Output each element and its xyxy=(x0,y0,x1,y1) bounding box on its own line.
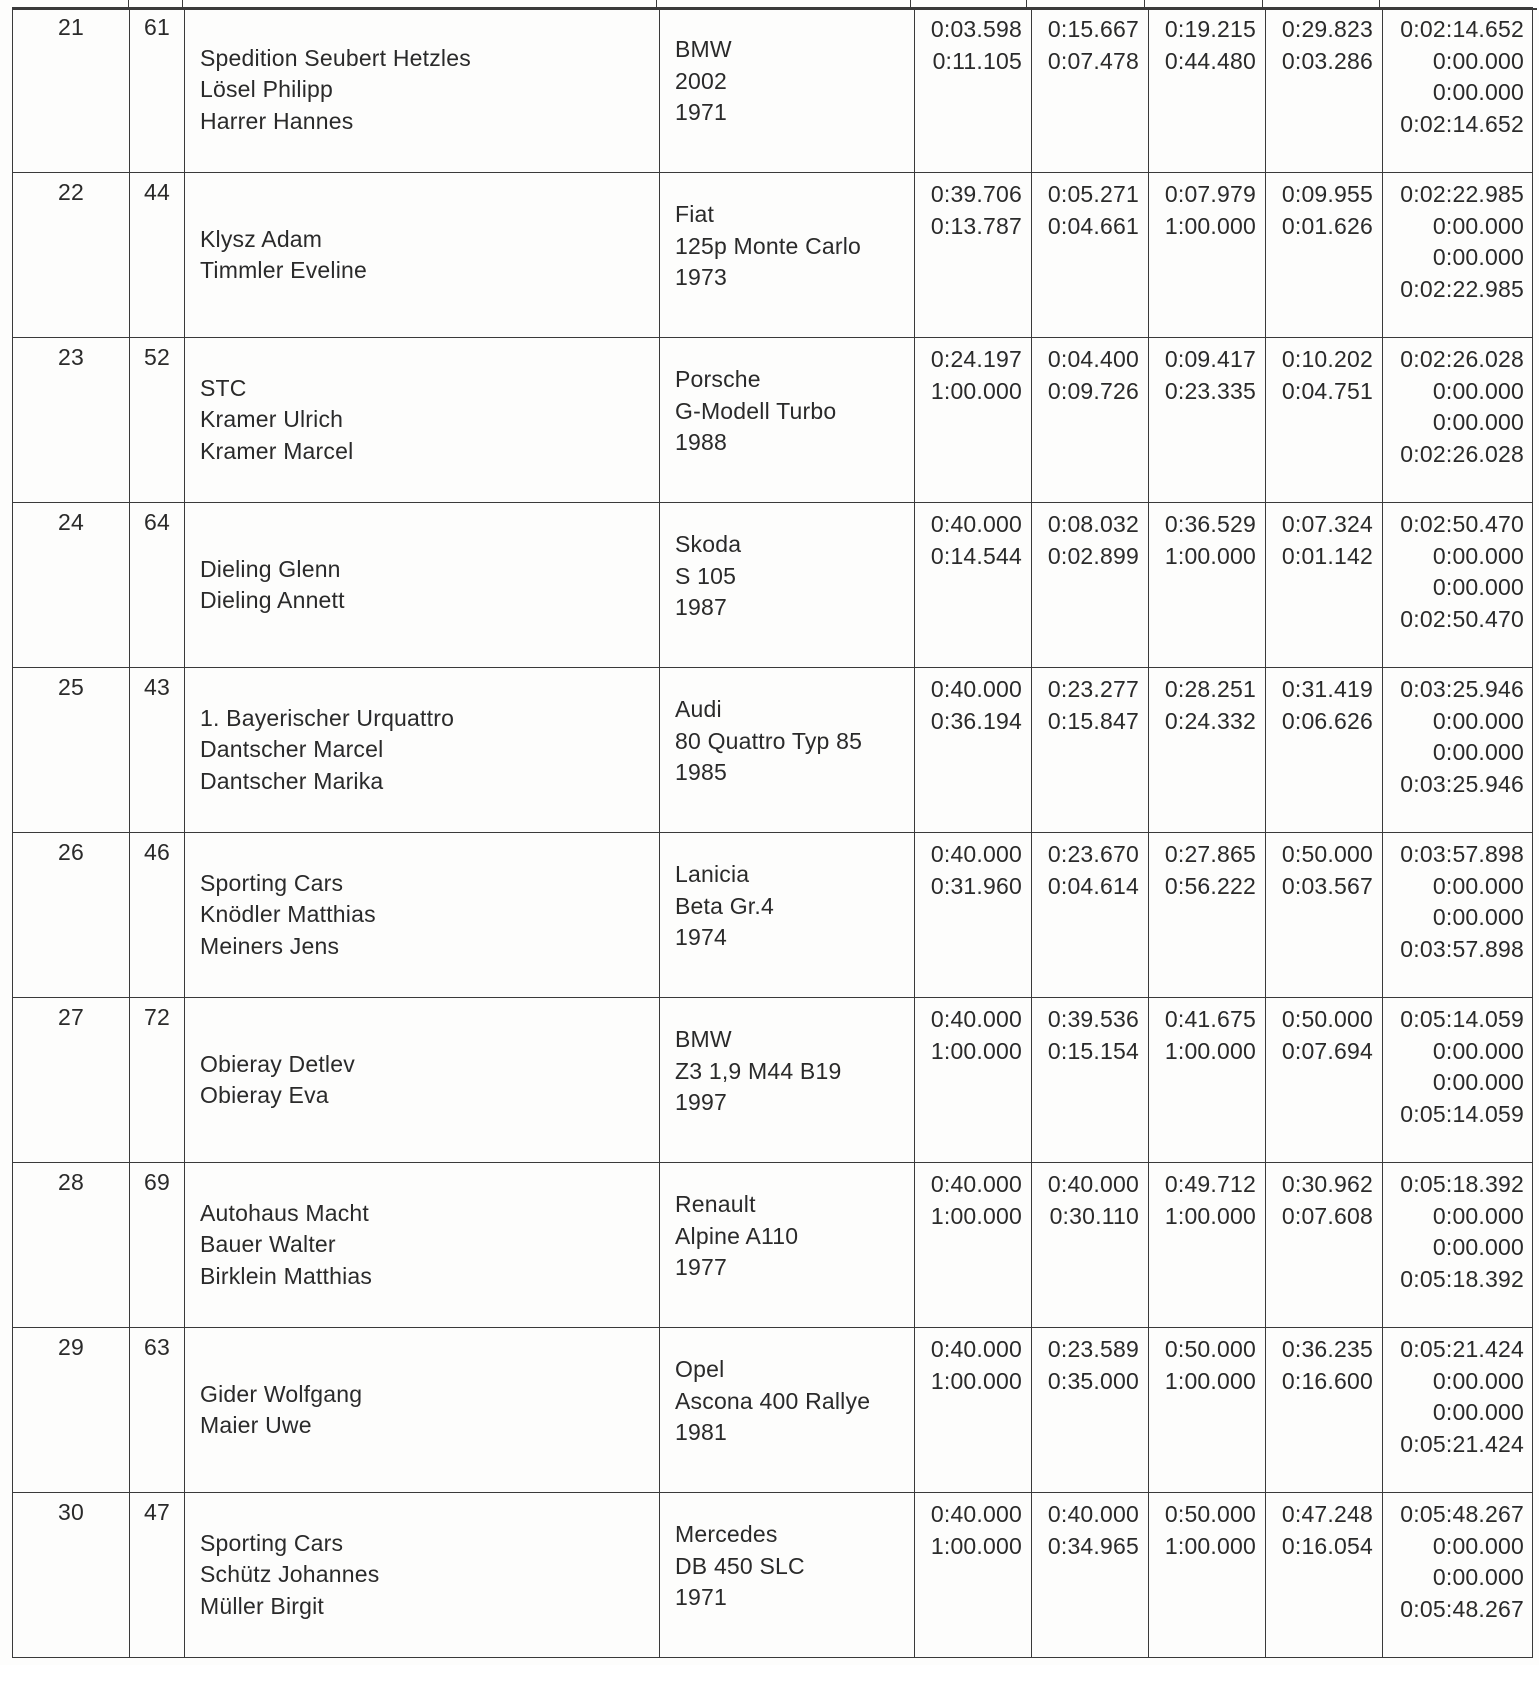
stage-time-1-cell-line: 1:00.000 xyxy=(930,377,1022,404)
car-cell-line: G-Modell Turbo xyxy=(675,397,837,424)
car-cell xyxy=(660,1328,915,1493)
total-time-cell-line: 0:02:50.470 xyxy=(1400,511,1524,537)
stage-time-4-cell-line: 0:03.286 xyxy=(1281,47,1373,74)
stage-time-3-cell-line: 0:41.675 xyxy=(1164,1006,1256,1032)
position-cell-value: 29 xyxy=(58,1334,84,1360)
car-cell-line: BMW xyxy=(675,1026,732,1052)
stage-time-4-cell xyxy=(1266,998,1383,1163)
start-number-cell xyxy=(130,338,185,503)
stage-time-2-cell xyxy=(1032,1328,1149,1493)
stage-time-2-cell xyxy=(1032,833,1149,998)
position-cell-value: 25 xyxy=(58,674,84,700)
stage-time-2-cell-line: 0:39.536 xyxy=(1047,1006,1139,1032)
stage-time-3-cell-line: 1:00.000 xyxy=(1164,1202,1256,1229)
crew-cell-line: Lösel Philipp xyxy=(200,76,334,103)
results-body xyxy=(13,8,1533,1658)
stage-time-3-cell-line: 0:28.251 xyxy=(1164,676,1256,702)
crew-cell-line: Birklein Matthias xyxy=(200,1262,373,1289)
total-time-cell xyxy=(1383,503,1533,668)
crew-cell xyxy=(185,503,660,668)
stage-time-1-cell-line: 0:24.197 xyxy=(930,346,1022,372)
stage-time-2-cell-line: 0:30.110 xyxy=(1049,1202,1139,1229)
crew-cell-line: Harrer Hannes xyxy=(200,107,354,134)
position-cell xyxy=(13,998,130,1163)
start-number-cell-value: 64 xyxy=(144,509,170,535)
stage-time-3-cell xyxy=(1149,503,1266,668)
start-number-cell xyxy=(130,1328,185,1493)
stage-time-4-cell xyxy=(1266,1163,1383,1328)
total-time-cell-line: 0:00.000 xyxy=(1432,1202,1524,1229)
total-time-cell-line: 0:00.000 xyxy=(1432,574,1524,600)
total-time-cell-line: 0:02:26.028 xyxy=(1400,440,1524,467)
stage-time-4-cell-line: 0:36.235 xyxy=(1281,1336,1373,1362)
position-cell xyxy=(13,503,130,668)
position-cell xyxy=(13,1163,130,1328)
stage-time-2-cell-line: 0:15.154 xyxy=(1047,1037,1139,1064)
crew-cell-line: Sporting Cars xyxy=(200,869,344,896)
stage-time-4-cell xyxy=(1266,833,1383,998)
total-time-cell-line: 0:03:25.946 xyxy=(1400,676,1524,702)
car-cell-line: 1987 xyxy=(675,594,727,620)
start-number-cell-value: 46 xyxy=(144,839,170,865)
crew-cell xyxy=(185,833,660,998)
total-time-cell xyxy=(1383,1493,1533,1658)
stage-time-2-cell-line: 0:23.670 xyxy=(1047,841,1139,867)
start-number-cell-value: 47 xyxy=(144,1499,170,1525)
total-time-cell-line: 0:02:22.985 xyxy=(1400,275,1524,302)
car-cell xyxy=(660,338,915,503)
total-time-cell-line: 0:00.000 xyxy=(1432,1234,1524,1260)
position-cell-value: 27 xyxy=(58,1004,84,1030)
position-cell xyxy=(13,1493,130,1658)
stage-time-3-cell-line: 0:36.529 xyxy=(1164,511,1256,537)
stage-time-4-cell-line: 0:01.142 xyxy=(1281,542,1373,569)
stage-time-1-cell-line: 0:31.960 xyxy=(930,872,1022,899)
crew-cell xyxy=(185,173,660,338)
stage-time-3-cell xyxy=(1149,338,1266,503)
start-number-cell-value: 61 xyxy=(144,14,170,40)
stage-time-1-cell xyxy=(915,998,1032,1163)
car-cell-line: 1977 xyxy=(675,1254,727,1280)
crew-cell-line: Obieray Detlev xyxy=(200,1050,355,1077)
start-number-cell xyxy=(130,998,185,1163)
stage-time-3-cell-line: 0:23.335 xyxy=(1164,377,1256,404)
stage-time-2-cell-line: 0:35.000 xyxy=(1047,1367,1139,1394)
stage-time-4-cell xyxy=(1266,338,1383,503)
car-cell-line: Ascona 400 Rallye xyxy=(675,1387,871,1414)
stage-time-2-cell-line: 0:09.726 xyxy=(1047,377,1139,404)
table-row xyxy=(13,503,1533,668)
stage-time-3-cell xyxy=(1149,668,1266,833)
stage-time-1-cell-line: 0:40.000 xyxy=(930,511,1022,537)
stage-time-4-cell-line: 0:50.000 xyxy=(1281,1006,1373,1032)
total-time-cell-line: 0:02:50.470 xyxy=(1400,605,1524,632)
total-time-cell-line: 0:02:14.652 xyxy=(1400,110,1524,137)
crew-cell-line: Knödler Matthias xyxy=(200,901,376,928)
car-cell-line: Beta Gr.4 xyxy=(675,892,774,919)
total-time-cell-line: 0:05:14.059 xyxy=(1400,1006,1524,1032)
car-cell xyxy=(660,8,915,173)
position-cell-value: 23 xyxy=(58,344,84,370)
position-cell xyxy=(13,1328,130,1493)
stage-time-4-cell-line: 0:07.324 xyxy=(1281,511,1373,537)
stage-time-2-cell xyxy=(1032,173,1149,338)
stage-time-3-cell-line: 1:00.000 xyxy=(1164,542,1256,569)
car-cell-line: Porsche xyxy=(675,366,761,392)
crew-cell-line: Dieling Annett xyxy=(200,587,345,613)
car-cell-line: Fiat xyxy=(675,201,715,227)
total-time-cell-line: 0:00.000 xyxy=(1432,1037,1524,1064)
stage-time-2-cell-line: 0:15.847 xyxy=(1047,707,1139,734)
total-time-cell-line: 0:03:57.898 xyxy=(1400,935,1524,962)
stage-time-4-cell-line: 0:01.626 xyxy=(1281,212,1373,239)
car-cell xyxy=(660,173,915,338)
crew-cell-line: Kramer Marcel xyxy=(200,437,354,464)
stage-time-1-cell xyxy=(915,8,1032,173)
table-row xyxy=(13,338,1533,503)
crew-cell-line: Dantscher Marika xyxy=(200,767,384,794)
stage-time-1-cell-line: 0:40.000 xyxy=(930,676,1022,702)
stage-time-1-cell xyxy=(915,338,1032,503)
stage-time-4-cell-line: 0:07.694 xyxy=(1281,1037,1373,1064)
car-cell-line: Z3 1,9 M44 B19 xyxy=(675,1057,842,1084)
total-time-cell xyxy=(1383,8,1533,173)
car-cell-line: 1971 xyxy=(675,1584,727,1610)
position-cell-value: 30 xyxy=(58,1499,84,1525)
crew-cell xyxy=(185,8,660,173)
car-cell-line: Audi xyxy=(675,696,722,722)
stage-time-1-cell xyxy=(915,1163,1032,1328)
total-time-cell-line: 0:05:18.392 xyxy=(1400,1265,1524,1292)
stage-time-4-cell-line: 0:09.955 xyxy=(1281,181,1373,207)
crew-cell xyxy=(185,1163,660,1328)
total-time-cell xyxy=(1383,998,1533,1163)
car-cell xyxy=(660,503,915,668)
stage-time-3-cell-line: 1:00.000 xyxy=(1164,1037,1256,1064)
crew-cell-line: Müller Birgit xyxy=(200,1592,325,1619)
stage-time-1-cell-line: 1:00.000 xyxy=(930,1037,1022,1064)
total-time-cell-line: 0:00.000 xyxy=(1432,1069,1524,1095)
total-time-cell-line: 0:00.000 xyxy=(1432,1532,1524,1559)
stage-time-4-cell-line: 0:06.626 xyxy=(1281,707,1373,734)
stage-time-3-cell-line: 0:19.215 xyxy=(1164,16,1256,42)
start-number-cell xyxy=(130,833,185,998)
crew-cell-line: Obieray Eva xyxy=(200,1082,329,1108)
stage-time-1-cell xyxy=(915,668,1032,833)
stage-time-3-cell xyxy=(1149,833,1266,998)
total-time-cell-line: 0:00.000 xyxy=(1432,1399,1524,1425)
stage-time-2-cell-line: 0:02.899 xyxy=(1047,542,1139,569)
stage-time-1-cell xyxy=(915,173,1032,338)
total-time-cell-line: 0:00.000 xyxy=(1432,707,1524,734)
total-time-cell-line: 0:05:14.059 xyxy=(1400,1100,1524,1127)
total-time-cell-line: 0:03:57.898 xyxy=(1400,841,1524,867)
stage-time-2-cell xyxy=(1032,668,1149,833)
stage-time-2-cell-line: 0:15.667 xyxy=(1047,16,1139,42)
stage-time-4-cell-line: 0:16.600 xyxy=(1281,1367,1373,1394)
car-cell-line: 1974 xyxy=(675,924,727,950)
total-time-cell xyxy=(1383,338,1533,503)
stage-time-3-cell-line: 0:27.865 xyxy=(1164,841,1256,867)
stage-time-4-cell-line: 0:31.419 xyxy=(1281,676,1373,702)
car-cell-line: 1971 xyxy=(675,99,727,125)
stage-time-2-cell-line: 0:08.032 xyxy=(1047,511,1139,537)
stage-time-4-cell-line: 0:47.248 xyxy=(1281,1501,1373,1527)
table-row xyxy=(13,1163,1533,1328)
stage-time-1-cell-line: 0:40.000 xyxy=(930,1006,1022,1032)
car-cell-line: DB 450 SLC xyxy=(675,1552,805,1579)
car-cell-line: BMW xyxy=(675,36,732,62)
stage-time-3-cell-line: 0:24.332 xyxy=(1164,707,1256,734)
stage-time-4-cell-line: 0:50.000 xyxy=(1281,841,1373,867)
stage-time-1-cell xyxy=(915,1328,1032,1493)
car-cell-line: Renault xyxy=(675,1191,756,1217)
position-cell-value: 22 xyxy=(58,179,84,205)
table-row xyxy=(13,998,1533,1163)
crew-cell-line: Sporting Cars xyxy=(200,1529,344,1556)
total-time-cell-line: 0:00.000 xyxy=(1432,79,1524,105)
total-time-cell-line: 0:00.000 xyxy=(1432,542,1524,569)
car-cell xyxy=(660,668,915,833)
stage-time-1-cell-line: 0:11.105 xyxy=(932,47,1022,74)
stage-time-3-cell xyxy=(1149,173,1266,338)
crew-cell-line: STC xyxy=(200,374,247,401)
stage-time-3-cell xyxy=(1149,8,1266,173)
stage-time-1-cell-line: 0:03.598 xyxy=(930,16,1022,42)
stage-time-2-cell-line: 0:04.661 xyxy=(1047,212,1139,239)
crew-cell-line: Kramer Ulrich xyxy=(200,406,344,433)
stage-time-1-cell-line: 0:40.000 xyxy=(930,1171,1022,1197)
table-row xyxy=(13,173,1533,338)
start-number-cell-value: 44 xyxy=(144,179,170,205)
stage-time-3-cell-line: 1:00.000 xyxy=(1164,1532,1256,1559)
position-cell xyxy=(13,833,130,998)
start-number-cell xyxy=(130,1493,185,1658)
total-time-cell-line: 0:00.000 xyxy=(1432,1564,1524,1590)
total-time-cell-line: 0:00.000 xyxy=(1432,212,1524,239)
total-time-cell-line: 0:00.000 xyxy=(1432,377,1524,404)
total-time-cell-line: 0:00.000 xyxy=(1432,47,1524,74)
total-time-cell xyxy=(1383,668,1533,833)
position-cell xyxy=(13,338,130,503)
stage-time-2-cell xyxy=(1032,1493,1149,1658)
total-time-cell xyxy=(1383,1163,1533,1328)
stage-time-4-cell-line: 0:30.962 xyxy=(1281,1171,1373,1197)
stage-time-2-cell-line: 0:04.400 xyxy=(1047,346,1139,372)
total-time-cell-line: 0:05:48.267 xyxy=(1400,1595,1524,1622)
stage-time-2-cell-line: 0:40.000 xyxy=(1047,1171,1139,1197)
stage-time-4-cell xyxy=(1266,1328,1383,1493)
position-cell-value: 28 xyxy=(58,1169,84,1195)
total-time-cell-line: 0:05:18.392 xyxy=(1400,1171,1524,1197)
crew-cell xyxy=(185,998,660,1163)
stage-time-1-cell-line: 0:36.194 xyxy=(930,707,1022,734)
car-cell-line: S 105 xyxy=(675,562,737,589)
car-cell xyxy=(660,833,915,998)
stage-time-1-cell xyxy=(915,833,1032,998)
total-time-cell-line: 0:00.000 xyxy=(1432,904,1524,930)
stage-time-1-cell-line: 0:39.706 xyxy=(930,181,1022,207)
stage-time-4-cell-line: 0:16.054 xyxy=(1281,1532,1373,1559)
stage-time-3-cell-line: 0:49.712 xyxy=(1164,1171,1256,1197)
car-cell-line: Lanicia xyxy=(675,861,750,887)
stage-time-1-cell-line: 1:00.000 xyxy=(930,1367,1022,1394)
start-number-cell-value: 72 xyxy=(144,1004,170,1030)
total-time-cell xyxy=(1383,833,1533,998)
car-cell-line: Opel xyxy=(675,1356,725,1382)
stage-time-4-cell-line: 0:29.823 xyxy=(1281,16,1373,42)
car-cell xyxy=(660,1493,915,1658)
stage-time-2-cell-line: 0:04.614 xyxy=(1047,872,1139,899)
position-cell-value: 26 xyxy=(58,839,84,865)
stage-time-1-cell-line: 0:13.787 xyxy=(930,212,1022,239)
stage-time-1-cell-line: 0:40.000 xyxy=(930,1501,1022,1527)
start-number-cell-value: 69 xyxy=(144,1169,170,1195)
stage-time-1-cell xyxy=(915,503,1032,668)
stage-time-2-cell-line: 0:40.000 xyxy=(1047,1501,1139,1527)
stage-time-2-cell xyxy=(1032,998,1149,1163)
crew-cell xyxy=(185,338,660,503)
stage-time-3-cell-line: 0:44.480 xyxy=(1164,47,1256,74)
stage-time-1-cell xyxy=(915,1493,1032,1658)
results-table xyxy=(12,7,1533,1658)
crew-cell-line: Bauer Walter xyxy=(200,1231,336,1258)
crew-cell-line: Gider Wolfgang xyxy=(200,1380,363,1407)
total-time-cell-line: 0:05:21.424 xyxy=(1400,1430,1524,1457)
stage-time-4-cell xyxy=(1266,668,1383,833)
car-cell-line: 1997 xyxy=(675,1089,727,1115)
table-row xyxy=(13,668,1533,833)
stage-time-3-cell xyxy=(1149,998,1266,1163)
position-cell xyxy=(13,173,130,338)
crew-cell-line: 1. Bayerischer Urquattro xyxy=(200,704,455,731)
stage-time-4-cell-line: 0:10.202 xyxy=(1281,346,1373,372)
total-time-cell-line: 0:03:25.946 xyxy=(1400,770,1524,797)
crew-cell-line: Timmler Eveline xyxy=(200,257,368,283)
position-cell-value: 24 xyxy=(58,509,84,535)
crew-cell xyxy=(185,1493,660,1658)
start-number-cell xyxy=(130,8,185,173)
car-cell-line: 80 Quattro Typ 85 xyxy=(675,727,863,754)
total-time-cell-line: 0:05:48.267 xyxy=(1400,1501,1524,1527)
stage-time-3-cell-line: 0:50.000 xyxy=(1164,1336,1256,1362)
crew-cell-line: Autohaus Macht xyxy=(200,1199,370,1226)
car-cell-line: Mercedes xyxy=(675,1521,778,1547)
start-number-cell-value: 63 xyxy=(144,1334,170,1360)
stage-time-2-cell-line: 0:23.277 xyxy=(1047,676,1139,702)
stage-time-1-cell-line: 0:40.000 xyxy=(930,1336,1022,1362)
crew-cell-line: Dieling Glenn xyxy=(200,555,341,582)
stage-time-4-cell xyxy=(1266,8,1383,173)
table-row xyxy=(13,8,1533,173)
stage-time-3-cell xyxy=(1149,1493,1266,1658)
total-time-cell-line: 0:02:26.028 xyxy=(1400,346,1524,372)
crew-cell-line: Dantscher Marcel xyxy=(200,736,384,763)
crew-cell-line: Maier Uwe xyxy=(200,1412,312,1438)
stage-time-3-cell-line: 1:00.000 xyxy=(1164,212,1256,239)
table-row xyxy=(13,1493,1533,1658)
table-row xyxy=(13,833,1533,998)
total-time-cell xyxy=(1383,1328,1533,1493)
crew-cell xyxy=(185,668,660,833)
start-number-cell-value: 52 xyxy=(144,344,170,370)
stage-time-2-cell-line: 0:34.965 xyxy=(1047,1532,1139,1559)
stage-time-2-cell xyxy=(1032,503,1149,668)
stage-time-3-cell-line: 0:09.417 xyxy=(1164,346,1256,372)
stage-time-2-cell xyxy=(1032,8,1149,173)
crew-cell xyxy=(185,1328,660,1493)
stage-time-4-cell xyxy=(1266,503,1383,668)
crew-cell-line: Meiners Jens xyxy=(200,932,340,959)
stage-time-3-cell-line: 0:56.222 xyxy=(1164,872,1256,899)
total-time-cell-line: 0:00.000 xyxy=(1432,244,1524,270)
stage-time-2-cell-line: 0:23.589 xyxy=(1047,1336,1139,1362)
total-time-cell-line: 0:05:21.424 xyxy=(1400,1336,1524,1362)
stage-time-3-cell-line: 0:50.000 xyxy=(1164,1501,1256,1527)
stage-time-3-cell-line: 0:07.979 xyxy=(1164,181,1256,207)
position-cell xyxy=(13,8,130,173)
table-row xyxy=(13,1328,1533,1493)
stage-time-1-cell-line: 1:00.000 xyxy=(930,1202,1022,1229)
stage-time-1-cell-line: 0:14.544 xyxy=(930,542,1022,569)
stage-time-4-cell xyxy=(1266,1493,1383,1658)
start-number-cell-value: 43 xyxy=(144,674,170,700)
start-number-cell xyxy=(130,173,185,338)
car-cell-line: 1985 xyxy=(675,759,727,785)
position-cell xyxy=(13,668,130,833)
total-time-cell-line: 0:00.000 xyxy=(1432,872,1524,899)
car-cell xyxy=(660,998,915,1163)
crew-cell-line: Schütz Johannes xyxy=(200,1561,380,1588)
total-time-cell-line: 0:02:22.985 xyxy=(1400,181,1524,207)
stage-time-1-cell-line: 0:40.000 xyxy=(930,841,1022,867)
stage-time-4-cell-line: 0:04.751 xyxy=(1281,377,1373,404)
car-cell-line: 1973 xyxy=(675,264,727,290)
crew-cell-line: Spedition Seubert Hetzles xyxy=(200,44,471,71)
car-cell-line: 1988 xyxy=(675,429,727,455)
total-time-cell-line: 0:02:14.652 xyxy=(1400,16,1524,42)
start-number-cell xyxy=(130,668,185,833)
car-cell-line: 1981 xyxy=(675,1419,727,1445)
start-number-cell xyxy=(130,503,185,668)
stage-time-1-cell-line: 1:00.000 xyxy=(930,1532,1022,1559)
stage-time-2-cell-line: 0:05.271 xyxy=(1047,181,1139,207)
car-cell-line: Alpine A110 xyxy=(675,1222,799,1249)
crew-cell-line: Klysz Adam xyxy=(200,225,323,252)
stage-time-3-cell-line: 1:00.000 xyxy=(1164,1367,1256,1394)
total-time-cell-line: 0:00.000 xyxy=(1432,409,1524,435)
car-cell-line: Skoda xyxy=(675,531,742,557)
position-cell-value: 21 xyxy=(58,14,84,40)
stage-time-3-cell xyxy=(1149,1163,1266,1328)
stage-time-3-cell xyxy=(1149,1328,1266,1493)
start-number-cell xyxy=(130,1163,185,1328)
total-time-cell-line: 0:00.000 xyxy=(1432,739,1524,765)
stage-time-4-cell-line: 0:07.608 xyxy=(1281,1202,1373,1229)
stage-time-4-cell-line: 0:03.567 xyxy=(1281,872,1373,899)
car-cell xyxy=(660,1163,915,1328)
total-time-cell xyxy=(1383,173,1533,338)
car-cell-line: 125p Monte Carlo xyxy=(675,232,862,259)
total-time-cell-line: 0:00.000 xyxy=(1432,1367,1524,1394)
car-cell-line: 2002 xyxy=(675,67,727,94)
stage-time-4-cell xyxy=(1266,173,1383,338)
stage-time-2-cell xyxy=(1032,1163,1149,1328)
stage-time-2-cell-line: 0:07.478 xyxy=(1047,47,1139,74)
stage-time-2-cell xyxy=(1032,338,1149,503)
